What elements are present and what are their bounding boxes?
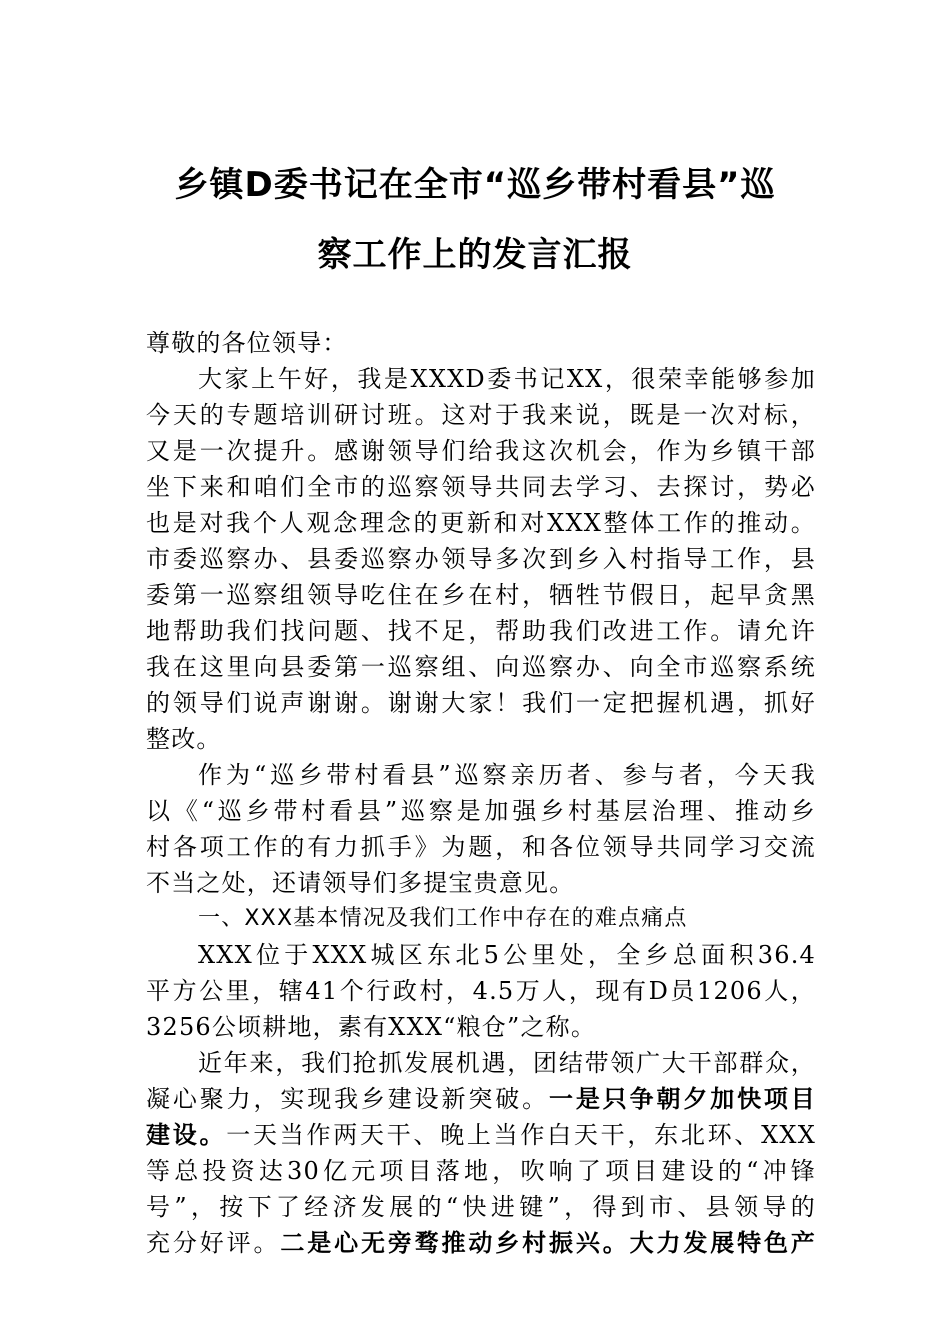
- paragraph-3: [146, 937, 816, 1045]
- text-line: 大家上午好，我是XXXD委书记XX，很荣幸能够参加: [198, 365, 816, 393]
- text-line: 以《“巡乡带村看县”巡察是加强乡村基层治理、推动乡: [146, 797, 816, 825]
- text-line: 的领导们说声谢谢。谢谢大家！我们一定把握机遇，抓好: [146, 689, 816, 717]
- text-line: 不当之处，还请领导们多提宝贵意见。: [146, 869, 575, 897]
- document-body: [146, 325, 816, 1261]
- text-line: 等总投资达30亿元项目落地，吹响了项目建设的“冲锋: [146, 1157, 816, 1185]
- text-line: 作为“巡乡带村看县”巡察亲历者、参与者，今天我: [198, 761, 816, 789]
- bold-phrase: 一是只争朝夕加快项目: [549, 1084, 816, 1113]
- text-line: [146, 1081, 816, 1117]
- text-line: 号”，按下了经济发展的“快进键”，得到市、县领导的: [146, 1193, 816, 1221]
- text-line: 村各项工作的有力抓手》为题，和各位领导共同学习交流: [146, 833, 816, 861]
- text-line: 坐下来和咱们全市的巡察领导共同去学习、去探讨，势必: [146, 473, 816, 501]
- text-line: [146, 1225, 816, 1261]
- section-heading: 一、XXX基本情况及我们工作中存在的难点痛点: [198, 906, 688, 931]
- text-run: 一天当作两天干、晚上当作白天干，东北环、XXX: [226, 1121, 816, 1149]
- document-title: [140, 150, 810, 290]
- title-line-2: 察工作上的发言汇报: [317, 235, 633, 275]
- text-run: 凝心聚力，实现我乡建设新突破。: [146, 1085, 549, 1113]
- text-line: 今天的专题培训研讨班。这对于我来说，既是一次对标，: [146, 401, 816, 429]
- text-line: 平方公里，辖41个行政村，4.5万人，现有D员1206人，: [146, 977, 816, 1005]
- paragraph-4: [146, 1045, 816, 1261]
- text-line: XXX位于XXX城区东北5公里处，全乡总面积36.4: [198, 941, 816, 969]
- text-line: 我在这里向县委第一巡察组、向巡察办、向全市巡察系统: [146, 653, 816, 681]
- text-line: 近年来，我们抢抓发展机遇，团结带领广大干部群众，: [198, 1049, 816, 1077]
- paragraph-2: [146, 757, 816, 901]
- text-line: 整改。: [146, 725, 222, 753]
- text-line: 又是一次提升。感谢领导们给我这次机会，作为乡镇干部: [146, 437, 816, 465]
- bold-phrase: 建设。: [146, 1120, 227, 1149]
- bold-phrase: 二是心无旁骛推动乡村振兴。大力发展特色产: [280, 1228, 816, 1257]
- text-line: [146, 1117, 816, 1153]
- text-line: 3256公顷耕地，素有XXX“粮仓”之称。: [146, 1013, 597, 1041]
- text-run: 充分好评。: [146, 1229, 281, 1257]
- text-line: 委第一巡察组领导吃住在乡在村，牺牲节假日，起早贪黑: [146, 581, 816, 609]
- text-line: 也是对我个人观念理念的更新和对XXX整体工作的推动。: [146, 509, 816, 537]
- title-line-1: 乡镇D委书记在全市“巡乡带村看县”巡: [174, 165, 776, 205]
- salutation: 尊敬的各位领导：: [146, 329, 348, 357]
- text-line: 市委巡察办、县委巡察办领导多次到乡入村指导工作，县: [146, 545, 816, 573]
- paragraph-1: [146, 361, 816, 757]
- text-line: 地帮助我们找问题、找不足，帮助我们改进工作。请允许: [146, 617, 816, 645]
